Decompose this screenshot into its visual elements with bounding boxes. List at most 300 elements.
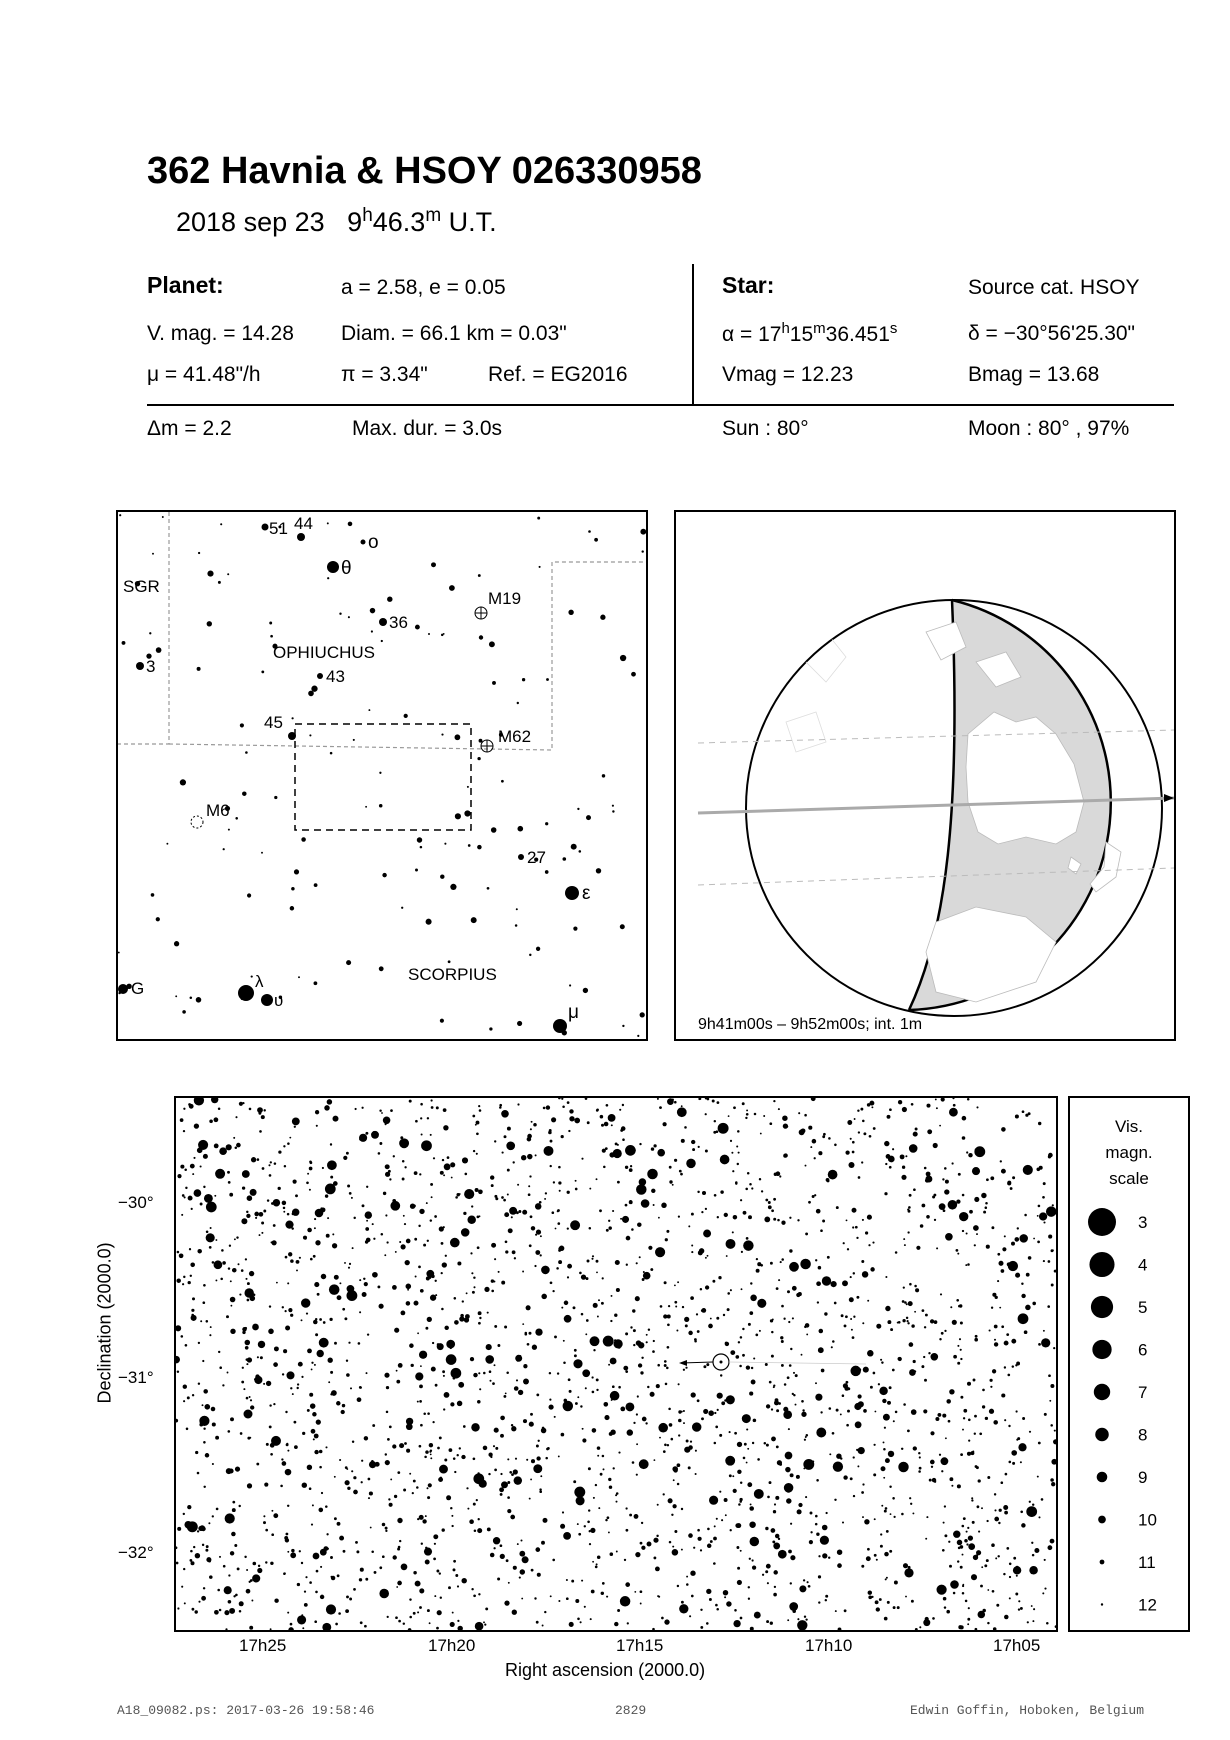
- field-star: [402, 1178, 405, 1181]
- star-3: [136, 662, 144, 670]
- field-star: [1020, 1511, 1023, 1514]
- field-star: [622, 1138, 625, 1141]
- field-star: [960, 1396, 963, 1399]
- field-star: [886, 1530, 889, 1533]
- field-star: [732, 1231, 734, 1233]
- field-star: [629, 1168, 633, 1172]
- field-star: [828, 1170, 838, 1180]
- field-star: [739, 1498, 742, 1501]
- field-star: [1001, 1325, 1004, 1328]
- field-star: [817, 1301, 819, 1303]
- field-star: [198, 1140, 208, 1150]
- field-star: [850, 1477, 853, 1480]
- field-star: [643, 1272, 651, 1280]
- field-star: [625, 1402, 634, 1411]
- field-star: [777, 1219, 780, 1222]
- field-star: [674, 1550, 677, 1553]
- field-star: [485, 1355, 494, 1364]
- field-star: [957, 1253, 959, 1255]
- field-star: [837, 1549, 842, 1554]
- field-star: [818, 1575, 821, 1578]
- field-star: [1006, 1333, 1009, 1336]
- field-star: [299, 1550, 301, 1552]
- field-star: [598, 1507, 600, 1509]
- field-star: [301, 1562, 303, 1564]
- field-star: [489, 1027, 492, 1030]
- field-star: [804, 1615, 806, 1617]
- field-star: [278, 1150, 281, 1153]
- field-star: [504, 1135, 507, 1138]
- field-star: [492, 681, 496, 685]
- field-star: [702, 1191, 706, 1195]
- field-star: [778, 1402, 781, 1405]
- field-star: [879, 1598, 882, 1601]
- field-star: [182, 1283, 184, 1285]
- field-star: [516, 908, 518, 910]
- field-star: [568, 1130, 570, 1132]
- field-star: [290, 1259, 294, 1263]
- field-star: [707, 1528, 710, 1531]
- field-star: [1008, 1261, 1018, 1271]
- field-star: [296, 1269, 298, 1271]
- field-star: [440, 1597, 442, 1599]
- field-star: [790, 1523, 792, 1525]
- field-star: [930, 1319, 934, 1323]
- field-star: [440, 874, 444, 878]
- field-star: [944, 1606, 946, 1608]
- field-star: [808, 1585, 811, 1588]
- field-star: [1003, 1573, 1005, 1575]
- field-star: [740, 1482, 742, 1484]
- field-star: [539, 1490, 542, 1493]
- field-star: [503, 1199, 506, 1202]
- field-star: [625, 1204, 628, 1207]
- field-star: [979, 1432, 982, 1435]
- field-star: [665, 1383, 668, 1386]
- field-star: [389, 1426, 392, 1429]
- field-star: [858, 1368, 861, 1371]
- field-star: [416, 1486, 419, 1489]
- field-star: [681, 1139, 685, 1143]
- field-star: [229, 1193, 233, 1197]
- field-star: [872, 1242, 874, 1244]
- field-star: [263, 1521, 266, 1524]
- field-star: [692, 1422, 701, 1431]
- field-star: [765, 1199, 768, 1202]
- field-star: [958, 1305, 961, 1308]
- field-star: [1007, 1374, 1010, 1377]
- dec-tick--31: −31°: [118, 1368, 154, 1387]
- field-star: [567, 1101, 570, 1104]
- field-star: [1013, 1566, 1021, 1574]
- field-star: [799, 1585, 806, 1592]
- field-star: [378, 1152, 381, 1155]
- field-star: [953, 1104, 956, 1107]
- field-star: [226, 1144, 232, 1150]
- field-star: [893, 1420, 895, 1422]
- field-star: [337, 1295, 342, 1300]
- field-star: [307, 1228, 312, 1233]
- field-star: [904, 1568, 913, 1577]
- field-star: [1041, 1498, 1044, 1501]
- field-star: [876, 1324, 881, 1329]
- field-star: [854, 1403, 861, 1410]
- field-star: [941, 1470, 943, 1472]
- field-star: [224, 1610, 229, 1615]
- field-star: [850, 1318, 852, 1320]
- field-star: [832, 1340, 835, 1343]
- field-star: [553, 1181, 555, 1183]
- field-star: [742, 1328, 744, 1330]
- field-star: [569, 1622, 574, 1627]
- field-star: [883, 1477, 885, 1479]
- field-star: [985, 1206, 988, 1209]
- field-star: [701, 1211, 703, 1213]
- field-star: [411, 1364, 414, 1367]
- field-star: [582, 1369, 590, 1377]
- field-star: [505, 1393, 507, 1395]
- field-star: [793, 1372, 795, 1374]
- field-star: [531, 1226, 535, 1230]
- field-star: [844, 1609, 847, 1612]
- field-star: [686, 1440, 689, 1443]
- star-source-catalog: Source cat. HSOY: [968, 276, 1140, 299]
- field-star: [847, 1410, 850, 1413]
- field-star: [379, 1589, 389, 1599]
- field-star: [1050, 1424, 1053, 1427]
- field-star: [637, 1222, 642, 1227]
- field-star: [814, 1157, 816, 1159]
- field-star: [784, 1383, 787, 1386]
- field-star: [269, 1174, 272, 1177]
- field-star: [902, 1319, 905, 1322]
- field-star: [945, 1233, 953, 1241]
- field-star: [920, 1224, 924, 1228]
- field-star: [978, 1479, 981, 1482]
- field-star: [1011, 1450, 1017, 1456]
- star-45: [288, 732, 296, 740]
- field-star: [319, 1318, 322, 1321]
- field-star: [573, 1359, 582, 1368]
- field-star: [958, 1173, 961, 1176]
- field-star: [737, 1442, 742, 1447]
- field-star: [294, 1126, 296, 1128]
- field-star: [455, 813, 461, 819]
- field-star: [720, 1155, 730, 1165]
- field-star: [470, 1357, 474, 1361]
- field-star: [903, 1238, 905, 1240]
- field-star: [313, 1255, 316, 1258]
- field-star: [204, 1404, 210, 1410]
- field-star: [1025, 1114, 1028, 1117]
- field-star: [218, 581, 221, 584]
- field-star: [471, 917, 477, 923]
- field-star: [574, 1354, 577, 1357]
- field-star: [118, 952, 120, 954]
- field-star: [306, 1181, 309, 1184]
- field-star: [393, 1555, 397, 1559]
- field-star: [633, 1422, 635, 1424]
- field-star: [463, 1212, 466, 1215]
- field-star: [930, 1460, 935, 1465]
- field-star: [659, 1106, 662, 1109]
- field-star: [535, 1547, 540, 1552]
- field-star: [273, 1513, 278, 1518]
- field-star: [535, 1328, 542, 1335]
- field-star: [234, 1238, 236, 1240]
- field-star: [429, 1622, 431, 1624]
- field-star: [618, 1452, 620, 1454]
- field-star: [566, 1579, 568, 1581]
- field-star: [431, 1106, 434, 1109]
- field-star: [580, 1405, 582, 1407]
- field-star: [776, 1409, 779, 1412]
- field-star: [219, 1147, 227, 1155]
- field-star: [364, 1625, 367, 1628]
- field-star: [436, 1106, 439, 1109]
- field-star: [966, 1151, 968, 1153]
- field-star: [473, 1457, 476, 1460]
- field-star: [724, 1213, 728, 1217]
- field-star: [423, 1412, 426, 1415]
- field-star: [770, 1622, 773, 1625]
- field-star: [669, 1541, 672, 1544]
- field-star: [1044, 1588, 1046, 1590]
- field-star: [323, 1321, 326, 1324]
- field-star: [119, 514, 121, 516]
- field-star: [245, 1258, 247, 1260]
- field-star: [582, 1428, 584, 1430]
- field-star: [369, 1461, 376, 1468]
- field-star: [884, 1552, 889, 1557]
- field-star: [432, 1421, 434, 1423]
- field-star: [771, 1331, 773, 1333]
- field-star: [214, 1260, 223, 1269]
- field-star: [384, 1254, 386, 1256]
- field-star: [348, 522, 353, 527]
- field-star: [620, 655, 626, 661]
- field-star: [445, 1255, 447, 1257]
- field-star: [552, 1559, 555, 1562]
- field-star: [198, 1342, 200, 1344]
- field-star: [330, 1556, 333, 1559]
- field-star: [360, 1621, 363, 1624]
- field-star: [632, 1309, 635, 1312]
- field-star: [584, 1525, 586, 1527]
- field-star: [236, 1236, 238, 1238]
- star-right-ascension: [722, 320, 897, 347]
- field-star: [497, 1578, 500, 1581]
- field-star: [818, 1266, 822, 1270]
- field-star: [885, 1276, 887, 1278]
- field-star: [663, 1493, 665, 1495]
- field-star: [1044, 1413, 1047, 1416]
- field-star: [561, 1307, 563, 1309]
- field-star: [558, 1181, 561, 1184]
- field-star: [339, 1536, 344, 1541]
- field-star: [393, 1155, 395, 1157]
- field-star: [781, 1340, 784, 1343]
- field-star: [660, 1305, 663, 1308]
- field-star: [766, 1404, 770, 1408]
- field-star: [967, 1382, 971, 1386]
- field-star: [882, 1399, 886, 1403]
- field-star: [270, 1628, 272, 1630]
- field-star: [718, 1276, 721, 1279]
- label-27: 27: [527, 848, 546, 867]
- field-star: [180, 779, 186, 785]
- field-star: [937, 1585, 947, 1595]
- field-star: [758, 1495, 761, 1498]
- field-star: [299, 1257, 301, 1259]
- field-star: [723, 1590, 728, 1595]
- star-mu: [553, 1019, 567, 1033]
- field-star: [771, 1528, 776, 1533]
- field-star: [852, 1208, 857, 1213]
- field-star: [473, 1373, 477, 1377]
- field-star: [314, 1227, 316, 1229]
- field-star: [729, 1431, 731, 1433]
- field-star: [934, 1481, 936, 1483]
- globe-time-caption: 9h41m00s – 9h52m00s; int. 1m: [698, 1016, 923, 1033]
- field-star: [329, 1318, 332, 1321]
- field-star: [280, 1485, 283, 1488]
- field-star: [443, 1408, 445, 1410]
- field-star: [707, 1544, 712, 1549]
- field-star: [847, 1387, 850, 1390]
- field-star: [1052, 1249, 1054, 1251]
- field-star: [353, 739, 355, 741]
- field-star: [427, 1117, 429, 1119]
- field-star: [746, 1462, 748, 1464]
- field-star: [929, 1479, 932, 1482]
- field-star: [928, 1352, 930, 1354]
- field-star: [403, 1622, 405, 1624]
- field-star: [346, 1360, 348, 1362]
- field-star: [439, 1226, 444, 1231]
- field-star: [641, 1546, 645, 1550]
- field-star: [537, 517, 540, 520]
- field-star: [560, 1524, 565, 1529]
- field-star: [244, 1556, 246, 1558]
- field-star: [965, 1264, 967, 1266]
- field-star: [1043, 1260, 1045, 1262]
- field-star: [259, 1234, 261, 1236]
- field-star: [694, 1340, 697, 1343]
- field-star: [1054, 1270, 1056, 1273]
- field-star: [635, 1296, 640, 1301]
- field-star: [935, 1417, 939, 1421]
- field-star: [197, 1472, 200, 1475]
- field-star: [898, 1321, 901, 1324]
- legend-dot-mag-10: [1098, 1516, 1106, 1524]
- field-star: [181, 1214, 183, 1216]
- field-star: [596, 1563, 598, 1565]
- field-star: [505, 1250, 508, 1253]
- field-star: [475, 1188, 479, 1192]
- field-star: [760, 1264, 763, 1267]
- field-star: [691, 1213, 694, 1216]
- field-star: [1031, 1542, 1033, 1544]
- field-star: [348, 616, 350, 618]
- field-star: [491, 1243, 496, 1248]
- planet-motion: μ = 41.48"/h: [147, 363, 261, 386]
- field-star: [473, 1503, 476, 1506]
- field-star: [410, 1203, 415, 1208]
- field-star: [691, 1595, 694, 1598]
- field-star: [760, 1133, 762, 1135]
- field-star: [507, 1481, 510, 1484]
- field-star: [401, 1244, 406, 1249]
- field-star: [273, 1224, 276, 1227]
- label-omicron: ο: [368, 532, 379, 553]
- field-star: [616, 1288, 620, 1292]
- field-star: [673, 1479, 675, 1481]
- field-star: [425, 1327, 428, 1330]
- field-star: [346, 1152, 349, 1155]
- event-datetime: [176, 205, 497, 238]
- field-star: [789, 1602, 798, 1611]
- field-star: [431, 1367, 436, 1372]
- starmap-x-axis-label: Right ascension (2000.0): [505, 1660, 706, 1680]
- field-star: [476, 1153, 478, 1155]
- field-star: [374, 1571, 377, 1574]
- field-star: [381, 1233, 384, 1236]
- field-star: [225, 1628, 227, 1630]
- field-star: [324, 1105, 329, 1110]
- field-star: [292, 1393, 294, 1395]
- field-star: [541, 1294, 547, 1300]
- field-star: [825, 1512, 827, 1514]
- field-star: [430, 1295, 436, 1301]
- field-star: [581, 1158, 583, 1160]
- field-star: [438, 1477, 443, 1482]
- field-star: [319, 1508, 324, 1513]
- field-star: [529, 1422, 534, 1427]
- field-star: [963, 1409, 967, 1413]
- field-star: [764, 1216, 770, 1222]
- field-star: [247, 1437, 250, 1440]
- field-star: [285, 1411, 287, 1413]
- field-star: [210, 1326, 212, 1328]
- field-star: [606, 1229, 609, 1232]
- ra-tick-17h20: 17h20: [428, 1636, 476, 1655]
- field-star: [834, 1499, 836, 1501]
- field-star: [183, 1513, 185, 1515]
- field-star: [818, 1347, 824, 1353]
- field-star: [247, 893, 251, 897]
- field-star: [516, 1379, 518, 1381]
- field-star: [284, 1572, 286, 1574]
- field-star: [251, 976, 253, 978]
- field-star: [246, 1214, 250, 1218]
- field-star: [190, 1263, 195, 1268]
- field-star: [945, 1180, 949, 1184]
- field-star: [625, 1166, 628, 1169]
- field-star: [291, 887, 295, 891]
- field-star: [187, 1396, 190, 1399]
- field-star: [479, 1317, 481, 1319]
- field-star: [1017, 1227, 1019, 1229]
- field-star: [803, 1468, 805, 1470]
- field-star: [952, 1320, 957, 1325]
- field-star: [427, 1412, 430, 1415]
- field-star: [677, 1463, 681, 1467]
- field-star: [630, 1165, 632, 1167]
- field-star: [490, 1553, 495, 1558]
- field-star: [834, 1302, 837, 1305]
- star-27: [518, 854, 524, 860]
